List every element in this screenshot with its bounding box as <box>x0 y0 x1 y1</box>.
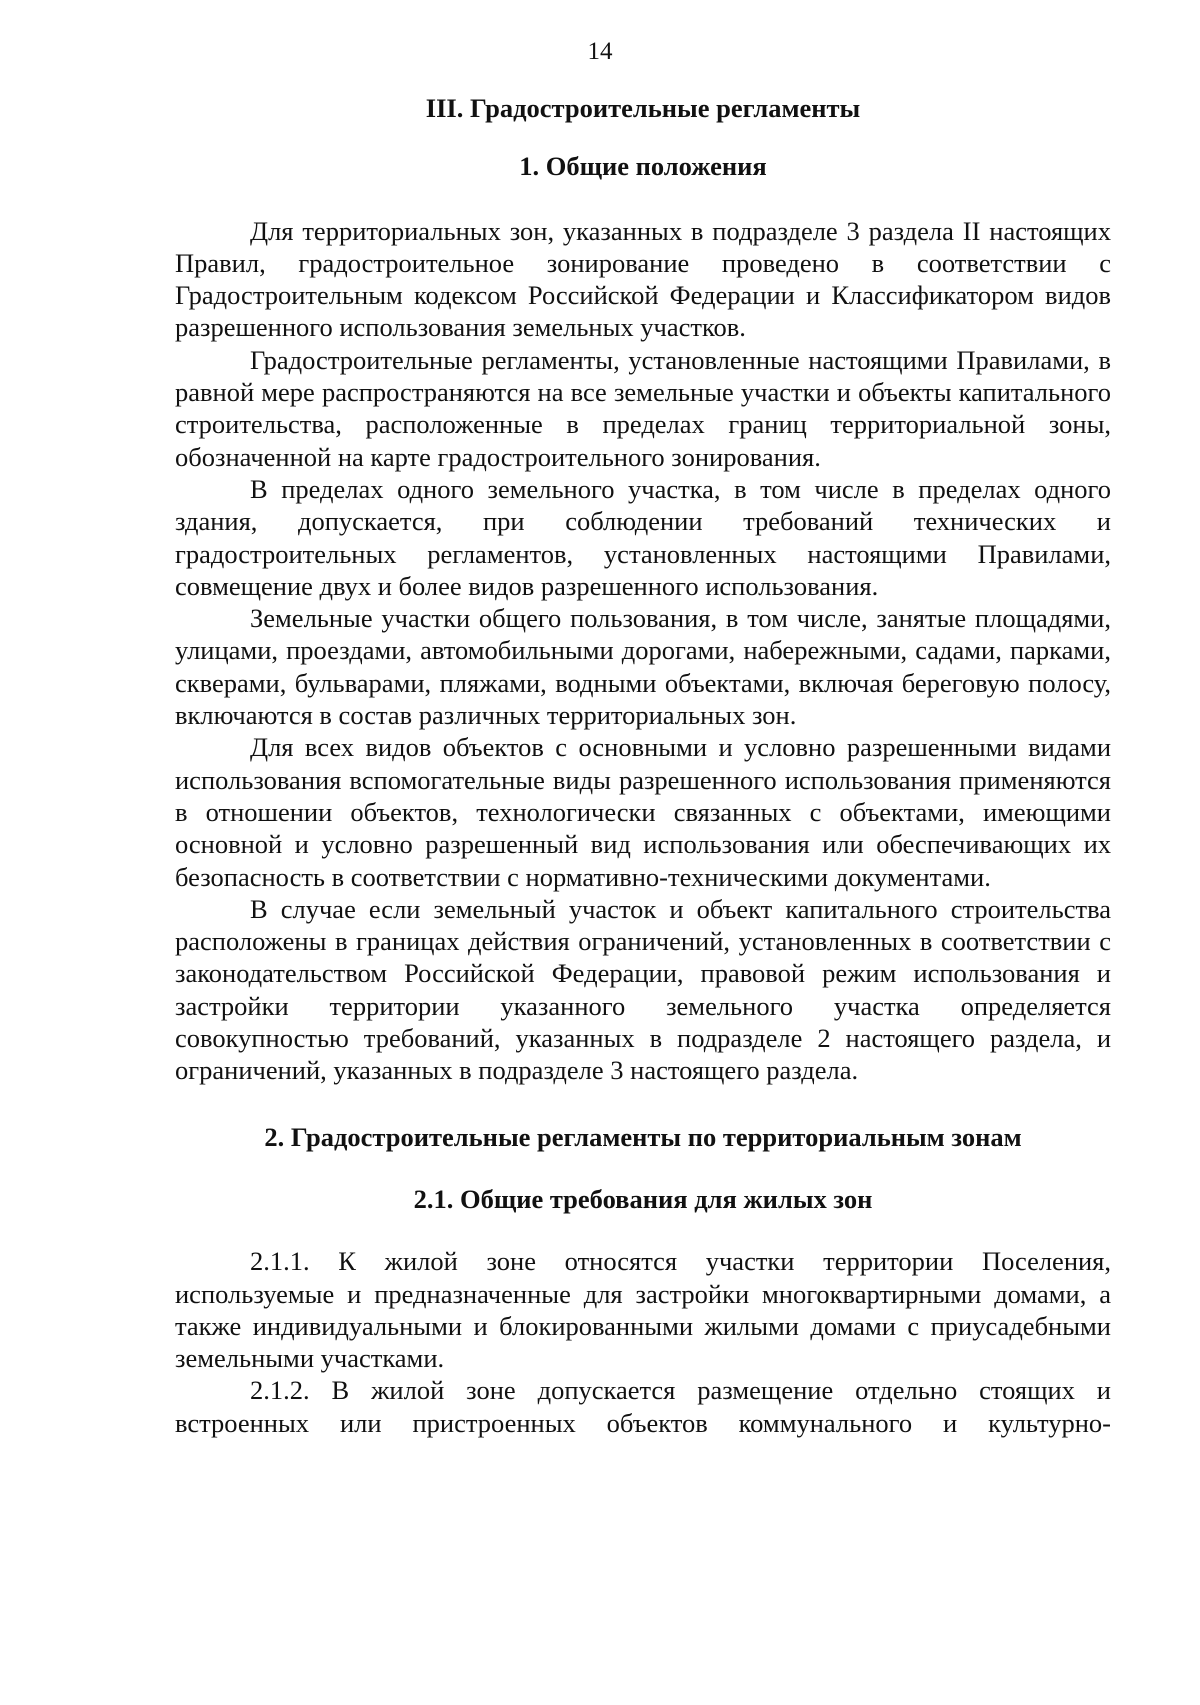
paragraph: Градостроительные регламенты, установленные настоящими Правилами, в равной мере распространяются на все земельные участки и объекты капитального строительства, расположенные в пределах границ территориальной зоны, обозначенной на карте градостроительного зонирования. <box>175 344 1111 472</box>
document-body <box>175 92 1111 1439</box>
section-heading: III. Градостроительные регламенты <box>425 93 861 123</box>
subsection-heading-zones: 2. Градостроительные регламенты по территориальным зонам <box>264 1121 1022 1152</box>
paragraph: В пределах одного земельного участка, в том числе в пределах одного здания, допускается, при соблюдении требований технических и градостроительных регламентов, установленных настоящими Правилами, совмещение двух и более видов разрешенного использования. <box>175 473 1111 601</box>
paragraph: В случае если земельный участок и объект капитального строительства расположены в границах действия ограничений, установленных в соответствии с законодательством Российской Федерации, правовой режим использования и застройки территории указанного земельного участка определяется совокупностью требований, указанных в подразделе 2 настоящего раздела, и ограничений, указанных в подразделе 3 настоящего раздела. <box>175 893 1111 1086</box>
subsection-heading-residential: 2.1. Общие требования для жилых зон <box>413 1183 873 1214</box>
page-number: 14 <box>587 38 613 65</box>
subsection-heading-general: 1. Общие положения <box>519 151 767 182</box>
paragraph: Для всех видов объектов с основными и условно разрешенными видами использования вспомогательные виды разрешенного использования применяются в отношении объектов, технологически связанных с объектами, имеющими основной и условно разрешенный вид использования или обеспечивающих их безопасность в соответствии с нормативно-техническими документами. <box>175 732 1111 892</box>
clause-paragraph: 2.1.2. В жилой зоне допускается размещение отдельно стоящих и встроенных или пристроенных объектов коммунального и культурно- <box>175 1375 1111 1438</box>
paragraph: Земельные участки общего пользования, в том числе, занятые площадями, улицами, проездами, автомобильными дорогами, набережными, садами, парками, скверами, бульварами, пляжами, водными объектами, включая береговую полосу, включаются в состав различных территориальных зон. <box>175 603 1111 731</box>
paragraph: Для территориальных зон, указанных в подразделе 3 раздела II настоящих Правил, градостроительное зонирование проведено в соответствии с Градостроительным кодексом Российской Федерации и Классификатором видов разрешенного использования земельных участков. <box>175 215 1111 343</box>
clause-paragraph: 2.1.1. К жилой зоне относятся участки территории Поселения, используемые и предназначенные для застройки многоквартирными домами, а также индивидуальными и блокированными жилыми домами с приусадебными земельными участками. <box>175 1246 1111 1374</box>
